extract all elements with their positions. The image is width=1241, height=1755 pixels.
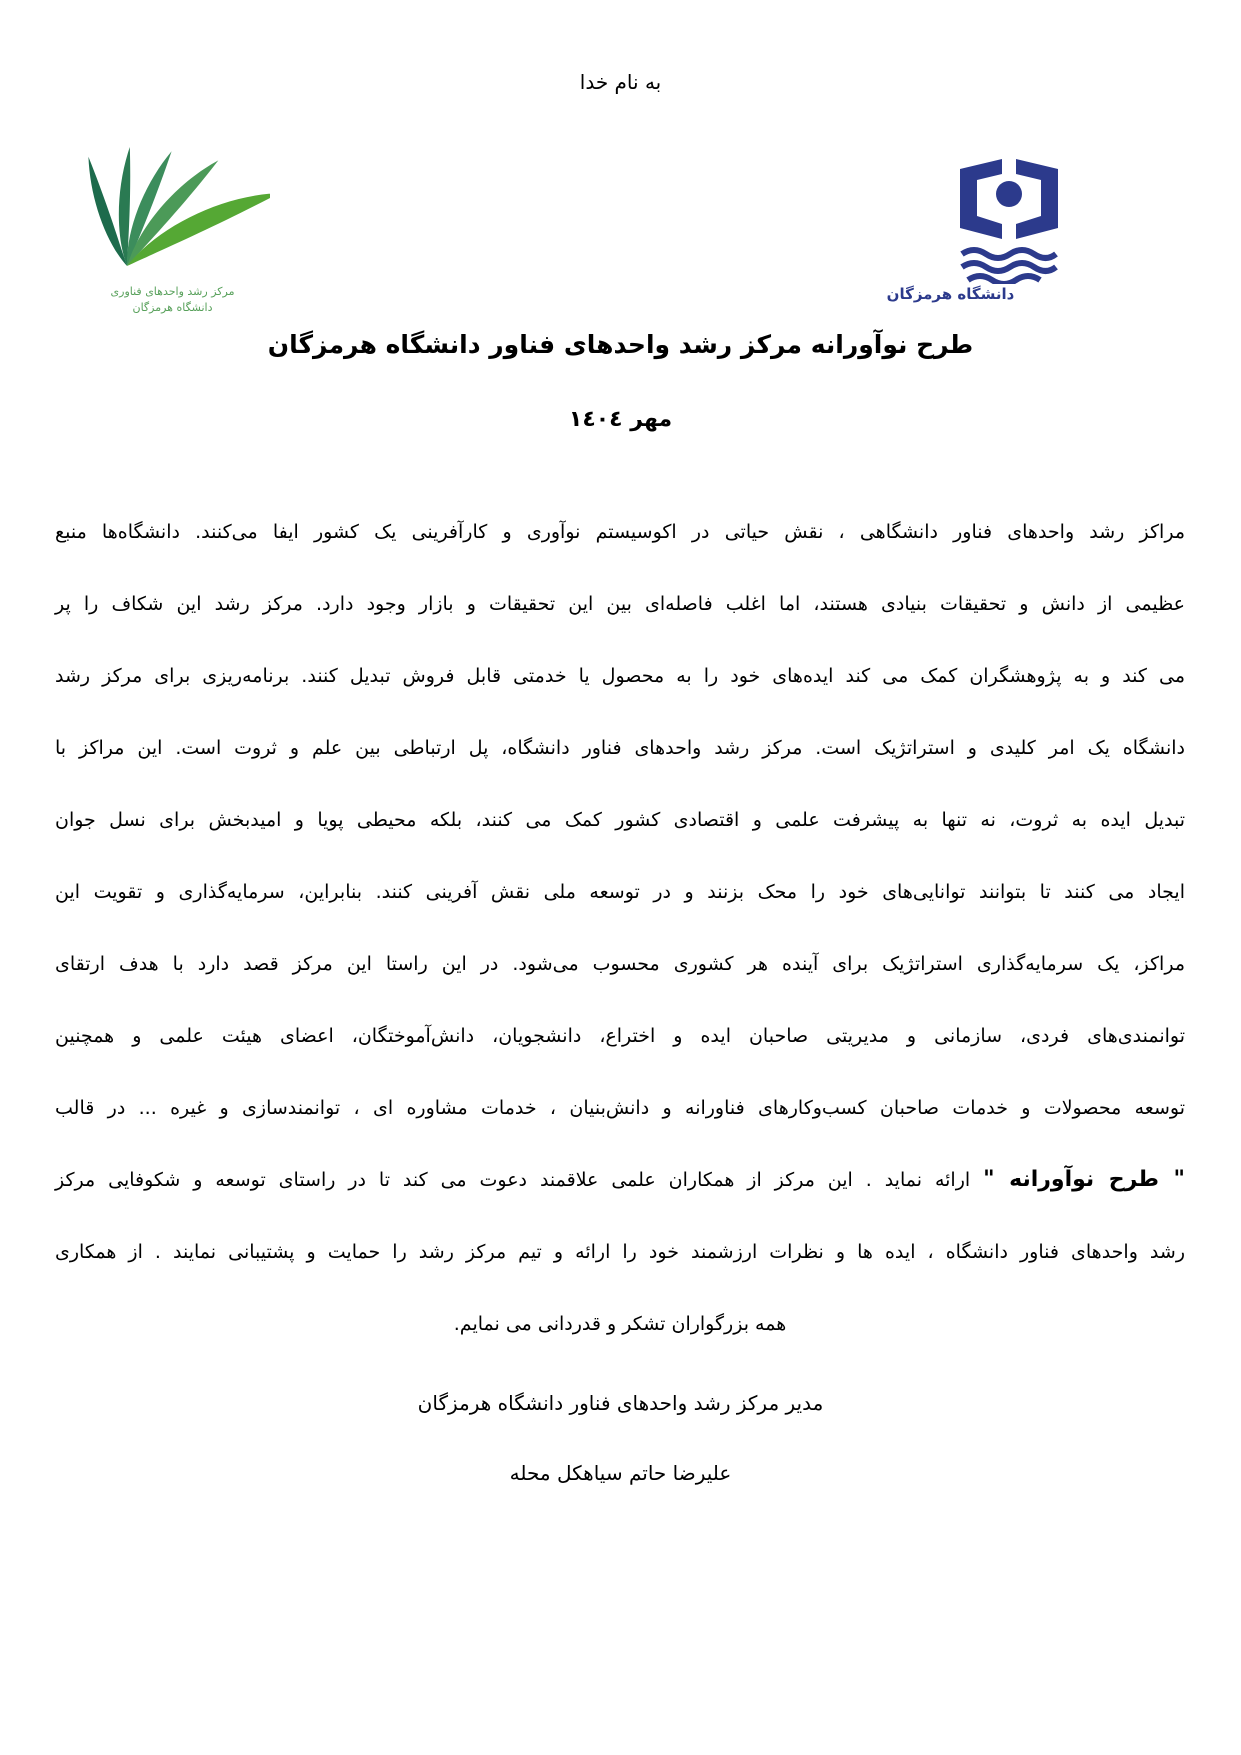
page-title: طرح نوآورانه مرکز رشد واحدهای فناور دانشگاه هرمزگان xyxy=(267,330,974,359)
body-line: ایجاد می کنند تا بتوانند توانایی‌های خود را محک بزنند و در توسعه ملی نقش آفرینی کنند. بنابراین، سرمایه‌گذاری و تقویت این xyxy=(55,881,1185,903)
incubator-logo-caption-line1: مرکز رشد واحدهای فناوری xyxy=(110,285,235,298)
closing-line: همه بزرگواران تشکر و قدردانی می نمایم. xyxy=(453,1313,787,1335)
ministry-emblem-icon xyxy=(868,112,1093,284)
signature-name: علیرضا حاتم سیاهکل محله xyxy=(509,1461,732,1485)
signature-role: مدیر مرکز رشد واحدهای فناور دانشگاه هرمزگان xyxy=(417,1391,824,1415)
signature-block xyxy=(0,1368,1241,1508)
incubator-logo-caption-line2: دانشگاه هرمزگان xyxy=(132,301,213,314)
after-quote-text: ارائه نماید . این مرکز از همکاران علمی علاقمند دعوت می کند تا در راستای توسعه و شکوفایی مرکز xyxy=(55,1169,971,1191)
body-line-quoted xyxy=(55,1144,1185,1216)
university-logo-caption: دانشگاه هرمزگان xyxy=(886,285,1015,303)
quoted-plan-title: " طرح نوآورانه " xyxy=(983,1167,1186,1192)
waves-icon xyxy=(962,250,1056,284)
body-line: مراکز رشد واحدهای فناور دانشگاهی ، نقش حیاتی در اکوسیستم نوآوری و کارآفرینی یک کشور ایفا می‌کنند. دانشگاه‌ها منبع xyxy=(55,521,1185,543)
body-line: رشد واحدهای فناور دانشگاه ، ایده ها و نظرات ارزشمند خود را ارائه و تیم مرکز رشد را حمایت و پشتیبانی نمایند . از همکاری xyxy=(55,1241,1185,1263)
incubator-logo xyxy=(75,108,270,323)
body-text xyxy=(55,496,1185,1360)
incubator-fan-icon xyxy=(75,108,270,280)
body-line: عظیمی از دانش و تحقیقات بنیادی هستند، اما اغلب فاصله‌ای بین این تحقیقات و بازار وجود دارد. مرکز رشد این شکاف را پر xyxy=(55,593,1185,615)
body-line: توانمندی‌های فردی، سازمانی و مدیریتی صاحبان ایده و اختراع، دانشجویان، دانش‌آموختگان، اعضای هیئت علمی و همچنین xyxy=(55,1025,1185,1047)
body-line: مراکز، یک سرمایه‌گذاری استراتژیک برای آینده هر کشوری محسوب می‌شود. در این راستا این مرکز قصد دارد با هدف ارتقای xyxy=(55,953,1185,975)
ministry-arc-text xyxy=(868,112,874,116)
body-line: دانشگاه یک امر کلیدی و استراتژیک است. مرکز رشد واحدهای فناور دانشگاه، پل ارتباطی بین علم و ثروت است. این مراکز با xyxy=(55,737,1185,759)
besmellah-text: به نام خدا xyxy=(579,70,662,94)
body-line: تبدیل ایده به ثروت، نه تنها به پیشرفت علمی و اقتصادی کشور کمک می کنند، بلکه محیطی پویا و امیدبخش برای نسل جوان xyxy=(55,809,1185,831)
book-icon xyxy=(960,159,1058,284)
svg-text:وزارت علوم، تحقیقات و فناوری xyxy=(868,112,874,116)
page-date: مهر ١٤٠٤ xyxy=(568,407,673,432)
body-line: توسعه محصولات و خدمات صاحبان کسب‌وکارهای فناورانه و دانش‌بنیان ، خدمات مشاوره ای ، توانمندسازی و غیره ... در قالب xyxy=(55,1097,1185,1119)
university-logo xyxy=(868,112,1093,312)
body-line: می کند و به پژوهشگران کمک می کند ایده‌های خود را به محصول یا خدمتی قابل فروش تبدیل کنند. برنامه‌ریزی برای مرکز رشد xyxy=(55,665,1185,687)
